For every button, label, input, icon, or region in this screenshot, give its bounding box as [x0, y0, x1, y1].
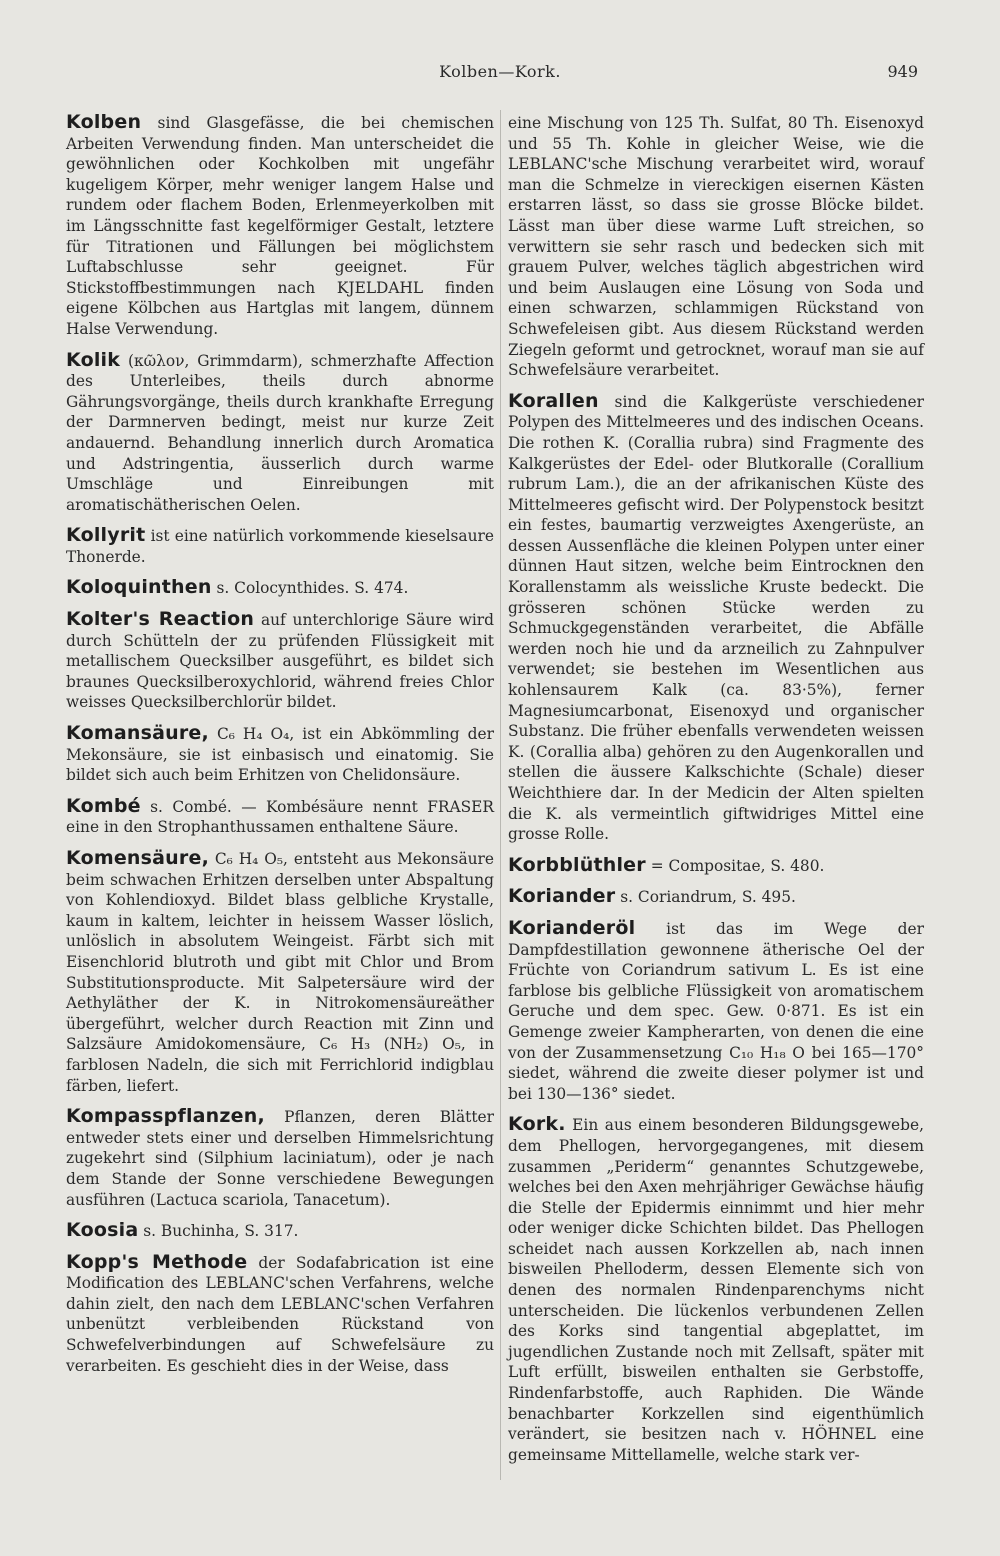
running-title: Kolben—Kork. — [439, 62, 561, 81]
entry-korallen — [508, 391, 924, 845]
entry-korianderoel — [508, 918, 924, 1104]
headword: Koriander — [508, 885, 616, 908]
entry-kombe — [66, 796, 494, 838]
entry-text: sind Glasgefässe, die bei chemischen Arbeiten Verwendung finden. Man unterscheidet die gewöhnlichen oder Kochkolben mit ungefähr kugeligem Körper, mehr weniger langem Halse und rundem oder flachem Boden, Erlenmeyerkolben mit im Längsschnitte fast kegelförmiger Gestalt, letztere für Titrationen und Fällungen bei möglichstem Luftabschlusse sehr geeignet. Für Stickstoffbestimmungen nach KJELDAHL finden eigene Kölbchen aus Hartglas mit langem, dünnem Halse Verwendung. — [66, 114, 494, 338]
entry-koosia — [66, 1220, 494, 1242]
column-divider — [500, 110, 501, 1480]
entry-kork — [508, 1114, 924, 1465]
entry-kompasspflanzen — [66, 1106, 494, 1210]
entry-text: = Compositae, S. 480. — [645, 856, 825, 875]
entry-text: Pflanzen, deren Blätter entweder stets einer und derselben Himmelsrichtung zugekehrt sind (Silphium laciniatum), oder je nach dem Stande der Sonne verschiedene Bewegungen ausführen (Lactuca scariola, Tanacetum). — [66, 1108, 494, 1209]
entry-koriander — [508, 886, 924, 908]
headword: Komensäure, — [66, 847, 209, 869]
headword: Kork. — [508, 1113, 566, 1136]
headword: Kompasspflanzen, — [66, 1105, 265, 1128]
entry-text: Ein aus einem besonderen Bildungsgewebe, dem Phellogen, hervorgegangenes, mit diesem zusammen „Periderm“ genanntes Schutzgewebe, welches bei den Axen mehrjähriger Gewächse häufig die Stelle der Epidermis einnimmt und hier mehr oder weniger dicke Schichten bildet. Das Phellogen scheidet nach aussen Korkzellen ab, nach innen bisweilen Phelloderm, dessen Elemente sich von denen des normalen Rindenparenchyms nicht unterscheiden. Die lückenlos verbundenen Zellen des Korks sind tangential abgeplattet, im jugendlichen Zustande noch mit Zellsaft, später mit Luft erfüllt, bisweilen enthalten sie Gerbstoffe, Rindenfarbstoffe, auch Raphiden. Die Wände benachbarter Korkzellen sind eigenthümlich verändert, sie besitzen nach v. HÖHNEL eine gemeinsame Mittellamelle, welche stark ver- — [508, 1116, 924, 1464]
right-column — [508, 112, 924, 1475]
left-column — [66, 112, 494, 1386]
headword: Korbblüthler — [508, 853, 646, 876]
headword: Koloquinthen — [66, 576, 212, 599]
page-header — [0, 62, 1000, 86]
entry-text: auf unterchlorige Säure wird durch Schütteln der zu prüfenden Flüssigkeit mit metallischem Quecksilber ausgeführt, es bildet sich braunes Quecksilberoxychlorid, während freies Chlor weisses Quecksilberchlorür bildet. — [66, 611, 494, 712]
headword: Kolter's Reaction — [66, 608, 255, 631]
entry-text: ist das im Wege der Dampfdestillation gewonnene ätherische Oel der Früchte von Coriandrum sativum L. Es ist eine farblose bis gelbliche Flüssigkeit von aromatischem Geruche und dem spec. Gew. 0·871. Es ist ein Gemenge zweier Kampherarten, von denen die eine von der Zusammensetzung C₁₀ H₁₈ O bei 165—170° siedet, während die zweite dieser polymer ist und bei 130—136° siedet. — [508, 919, 924, 1103]
headword: Korianderöl — [508, 916, 636, 939]
entry-continuation — [508, 112, 924, 381]
page-number: 949 — [887, 62, 918, 81]
entry-text: s. Coriandrum, S. 495. — [615, 888, 796, 907]
entry-koloquinthen — [66, 577, 494, 599]
entry-kollyrit — [66, 525, 494, 567]
headword: Kollyrit — [66, 524, 146, 547]
entry-text: eine Mischung von 125 Th. Sulfat, 80 Th. Eisenoxyd und 55 Th. Kohle in gleicher Weise, wie die LEBLANC'sche Mischung verarbeitet wird, worauf man die Schmelze in viereckigen eisernen Kästen erstarren lässt, so dass sie grosse Blöcke bildet. Lässt man über diese warme Luft streichen, so verwittern sie sehr rasch und bedecken sich mit grauem Pulver, welches täglich abgestrichen wird und beim Auslaugen eine Lösung von Soda und einen schwarzen, schlammigen Rückstand von Schwefeleisen gibt. Aus diesem Rückstand werden Ziegeln geformt und getrocknet, worauf man sie auf Schwefelsäure verarbeitet. — [508, 114, 924, 380]
entry-kopps-methode — [66, 1252, 494, 1377]
headword: Korallen — [508, 389, 599, 412]
headword: Koosia — [66, 1219, 139, 1242]
entry-kolik — [66, 350, 494, 516]
entry-text: sind die Kalkgerüste verschiedener Polypen des Mittelmeeres und des indischen Oceans. Die rothen K. (Corallia rubra) sind Fragmente des Kalkgerüstes der Edel- oder Blutkoralle (Corallium rubrum Lam.), die an der afrikanischen Küste des Mittelmeeres gefischt wird. Der Polypenstock besitzt ein festes, baumartig verzweigtes Axengerüste, an dessen Aussenfläche die kleinen Polypen unter einer dünnen Haut sitzen, welche beim Eintrocknen den Korallenstamm als weissliche Kruste bedeckt. Die grösseren schönen Stücke werden zu Schmuckgegenständen verarbeitet, die Abfälle werden noch hie und da arzneilich zu Zahnpulver verwendet; sie bestehen im Wesentlichen aus kohlensaurem Kalk (ca. 83·5%), ferner Magnesiumcarbonat, Eisenoxyd und organischer Substanz. Die früher ebenfalls verwendeten weissen K. (Corallia alba) gehören zu den Augenkorallen und stellen die äussere Kalkschichte (Schale) dieser Weichthiere dar. In der Medicin der Alten spielten die K. als vermeintlich giftwidriges Mittel eine grosse Rolle. — [508, 392, 924, 844]
entry-text: C₆ H₄ O₄, ist ein Abkömmling der Mekonsäure, sie ist einbasisch und einatomig. Sie bildet sich auch beim Erhitzen von Chelidonsäure. — [66, 725, 494, 785]
entry-komensaeure — [66, 848, 494, 1096]
entry-text: (κῶλον, Grimmdarm), schmerzhafte Affection des Unterleibes, theils durch abnorme Gährungsvorgänge, theils durch krankhafte Erregung der Darmnerven bedingt, meist nur kurze Zeit andauernd. Behandlung innerlich durch Aromatica und Adstringentia, äusserlich durch warme Umschläge und Einreibungen mit aromatischätherischen Oelen. — [66, 351, 494, 514]
entry-text: s. Buchinha, S. 317. — [138, 1222, 299, 1241]
entry-text: ist eine natürlich vorkommende kieselsaure Thonerde. — [66, 527, 494, 566]
entry-text: s. Combé. — Kombésäure nennt FRASER eine in den Strophanthussamen enthaltene Säure. — [66, 797, 494, 837]
entry-kolters-reaction — [66, 609, 494, 713]
headword: Kopp's Methode — [66, 1250, 248, 1273]
entry-text: s. Colocynthides. S. 474. — [211, 579, 409, 598]
headword: Kolben — [66, 111, 142, 133]
headword: Komansäure, — [66, 722, 209, 745]
headword: Kolik — [66, 348, 121, 371]
entry-kolben — [66, 112, 494, 340]
entry-text: der Sodafabrication ist eine Modification des LEBLANC'schen Verfahrens, welche dahin zielt, den nach dem LEBLANC'schen Verfahren unbenützt verbleibenden Rückstand von Schwefelverbindungen auf Schwefelsäure zu verarbeiten. Es geschieht dies in der Weise, dass — [66, 1253, 494, 1375]
entry-text: C₆ H₄ O₅, entsteht aus Mekonsäure beim schwachen Erhitzen derselben unter Abspaltung von Kohlendioxyd. Bildet blass gelbliche Krystalle, kaum in kaltem, leichter in heissem Wasser löslich, unlöslich in absolutem Weingeist. Färbt sich mit Eisenchlorid blutroth und gibt mit Chlor und Brom Substitutionsproducte. Mit Salpetersäure wird der Aethyläther der K. in Nitrokomensäureäther übergeführt, welcher durch Reaction mit Zinn und Salzsäure Amidokomensäure, C₆ H₃ (NH₂) O₅, in farblosen Nadeln, die sich mit Ferrichlorid indigblau färben, liefert. — [66, 850, 494, 1095]
headword: Kombé — [66, 794, 141, 817]
entry-korbbluethler — [508, 855, 924, 877]
entry-komansaeure — [66, 723, 494, 786]
